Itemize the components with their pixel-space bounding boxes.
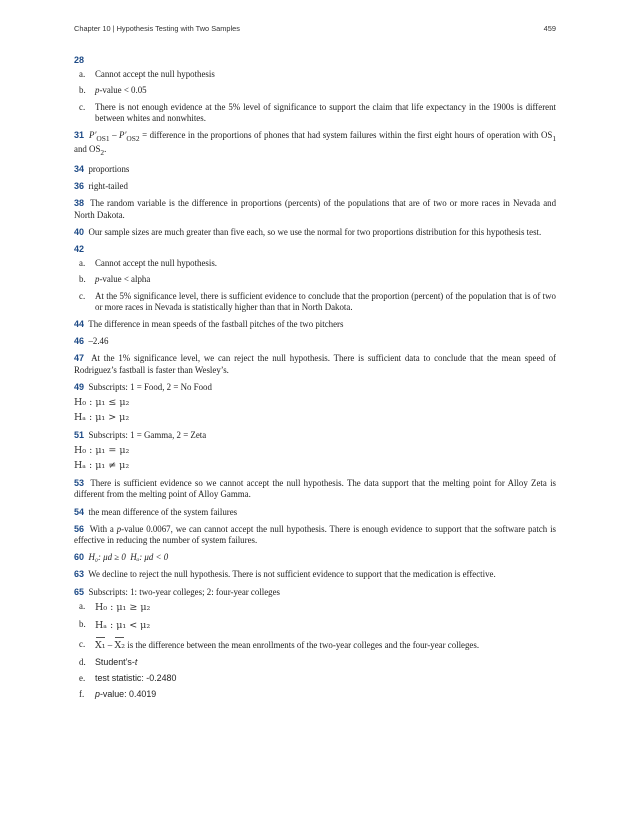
- answer-65-parts: [74, 601, 556, 701]
- answer-56: 56 With a p-value 0.0067, we can cannot accept the null hypothesis. There is enough evidence to support that the software patch is effective in reducing the number of system failures.: [74, 523, 556, 546]
- null-hypothesis: H₀ : μ₁ ≤ μ₂: [74, 397, 130, 409]
- list-item: f. p-value: 0.4019: [79, 689, 157, 700]
- list-item: c. X₁ – X₂ is the difference between the mean enrollments of the two-year colleges and the four-year colleges.: [79, 638, 480, 651]
- list-item: a. Cannot accept the null hypothesis.: [79, 258, 218, 269]
- list-item: a. Cannot accept the null hypothesis: [79, 69, 215, 80]
- answer-60: 60 H₀: μd ≥ 0 Hₐ: μd < 0: [74, 552, 169, 563]
- answer-44: 44 The difference in mean speeds of the fastball pitches of the two pitchers: [74, 319, 344, 330]
- list-item: c. At the 5% significance level, there is sufficient evidence to conclude that the proportion (percent) of the population that is of two or more races in Nevada is statistically higher than that in North Dakota.: [79, 290, 556, 312]
- answer-34: 34 proportions: [74, 163, 130, 174]
- alt-hypothesis: Hₐ : μ₁ ≠ μ₂: [74, 460, 130, 472]
- null-hypothesis: H₀ : μ₁ = μ₂: [74, 445, 130, 457]
- list-item: b. p-value < 0.05: [79, 85, 147, 96]
- answer-list: [74, 55, 556, 706]
- list-item: a. H₀ : μ₁ ≥ μ₂: [79, 600, 151, 613]
- answer-53: 53 There is sufficient evidence so we cannot accept the null hypothesis. The data support that the melting point for Alloy Zeta is different from the melting point of Alloy Gamma.: [74, 478, 556, 500]
- list-item: e. test statistic: -0.2480: [79, 673, 177, 684]
- answer-63: 63 We decline to reject the null hypothesis. There is not sufficient evidence to support that the medication is effective.: [74, 569, 496, 580]
- list-item: b. Hₐ : μ₁ < μ₂: [79, 618, 151, 631]
- answer-40: 40 Our sample sizes are much greater than five each, so we use the normal for two proportions distribution for this hypothesis test.: [74, 226, 542, 237]
- answer-36: 36 right-tailed: [74, 181, 128, 192]
- page-header: [74, 24, 556, 38]
- list-item: c. There is not enough evidence at the 5% level of significance to support the claim that life expectancy in the 1900s is different between whites and nonwhites.: [79, 101, 556, 123]
- alt-hypothesis: Hₐ : μ₁ > μ₂: [74, 412, 130, 424]
- answer-31: 31 $P'_{OS1} - P'_{OS2}$ = difference in the proportions of phones that had system failures within the first eight hours of operation with $OS_1$ and $OS_2$.: [74, 130, 557, 157]
- list-item: b. p-value < alpha: [79, 274, 151, 285]
- list-item: d. Student’s-t: [79, 656, 138, 667]
- answer-number: 42: [74, 244, 85, 254]
- answer-42-parts: [74, 258, 556, 313]
- answer-49: 49 Subscripts: 1 = Food, 2 = No Food H₀ : μ₁ ≤ μ₂ Hₐ : μ₁ > μ₂: [74, 382, 556, 424]
- answer-54: 54 the mean difference of the system failures: [74, 506, 238, 517]
- page-number: 459: [543, 24, 556, 33]
- chapter-title: Chapter 10 | Hypothesis Testing with Two Samples: [74, 24, 240, 33]
- answer-38: 38 The random variable is the difference in proportions (percents) of the populations that are of two or more races in Nevada and North Dakota.: [74, 198, 557, 220]
- answer-47: 47 At the 1% significance level, we can reject the null hypothesis. There is sufficient data to conclude that the mean speed of Rodriguez’s fastball is faster than Wesley’s.: [74, 353, 556, 375]
- answer-46: 46 –2.46: [74, 336, 109, 347]
- answer-51: 51 Subscripts: 1 = Gamma, 2 = Zeta H₀ : μ₁ = μ₂ Hₐ : μ₁ ≠ μ₂: [74, 430, 556, 472]
- answer-65: 65 Subscripts: 1: two-year colleges; 2: four-year colleges: [74, 586, 281, 597]
- answer-number: 28: [74, 55, 85, 65]
- answer-28-parts: [74, 69, 556, 124]
